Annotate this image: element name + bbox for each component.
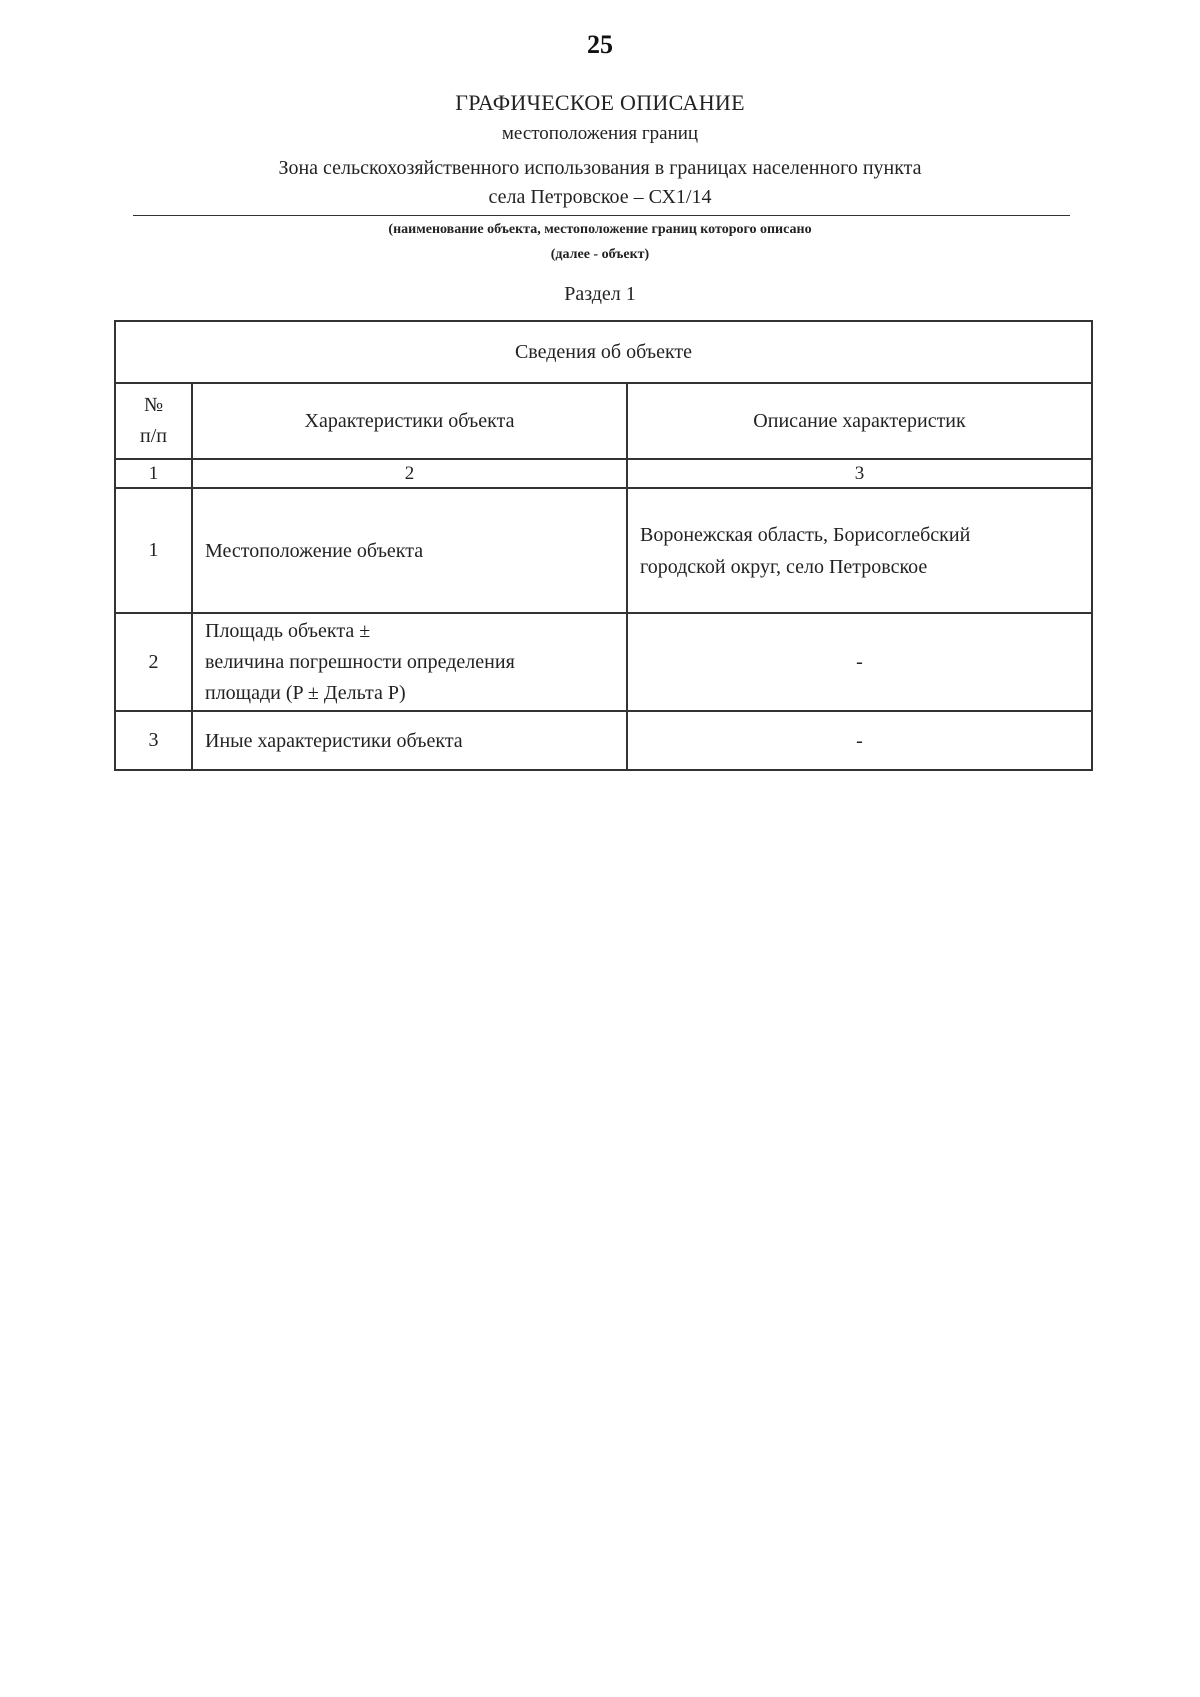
characteristic-text: Иные характеристики объекта <box>205 729 463 752</box>
document-title: ГРАФИЧЕСКОЕ ОПИСАНИЕ <box>455 90 745 115</box>
object-info-table <box>114 320 1093 771</box>
description-text: - <box>856 729 863 752</box>
row-number: 1 <box>115 488 192 613</box>
row-description <box>627 488 1092 613</box>
row-description <box>627 711 1092 770</box>
section-label: Раздел 1 <box>564 283 636 305</box>
object-caption-line-2: (далее - объект) <box>550 247 650 262</box>
column-number: 2 <box>192 459 627 488</box>
header-description: Описание характеристик <box>627 383 1092 459</box>
row-characteristic <box>192 711 627 770</box>
header-number-symbol: № <box>143 394 164 416</box>
column-number-row <box>115 459 1092 488</box>
object-name-line-1: Зона сельскохозяйственного использования в границах населенного пункта <box>278 157 922 179</box>
row-description <box>627 613 1092 711</box>
document-subtitle: местоположения границ <box>501 123 699 144</box>
table-title-row <box>115 321 1092 383</box>
table-title: Сведения об объекте <box>115 321 1092 383</box>
description-text: Воронежская область, Борисоглебский <box>640 523 971 546</box>
characteristic-text: Площадь объекта ± <box>205 619 371 642</box>
row-characteristic <box>192 613 627 711</box>
row-characteristic <box>192 488 627 613</box>
object-caption-line-1: (наименование объекта, местоположение границ которого описано <box>388 222 812 237</box>
row-number: 2 <box>115 613 192 711</box>
table-row <box>115 488 1092 613</box>
characteristic-text: Местоположение объекта <box>205 539 424 562</box>
object-name-line-2: села Петровское – СХ1/14 <box>488 186 712 208</box>
table-row <box>115 711 1092 770</box>
table-row <box>115 613 1092 711</box>
characteristic-text: площади (P ± Дельта P) <box>205 681 406 704</box>
description-text: городской округ, село Петровское <box>640 555 928 578</box>
column-number: 3 <box>627 459 1092 488</box>
object-name-underline <box>133 215 1070 216</box>
header-characteristic: Характеристики объекта <box>192 383 627 459</box>
characteristic-text: величина погрешности определения <box>205 650 515 673</box>
description-text: - <box>856 651 863 673</box>
header-number-abbrev: п/п <box>140 425 167 447</box>
table-header-row <box>115 383 1092 459</box>
header-number-cell <box>115 383 192 459</box>
column-number: 1 <box>115 459 192 488</box>
page-number: 25 <box>587 30 613 59</box>
row-number: 3 <box>115 711 192 770</box>
